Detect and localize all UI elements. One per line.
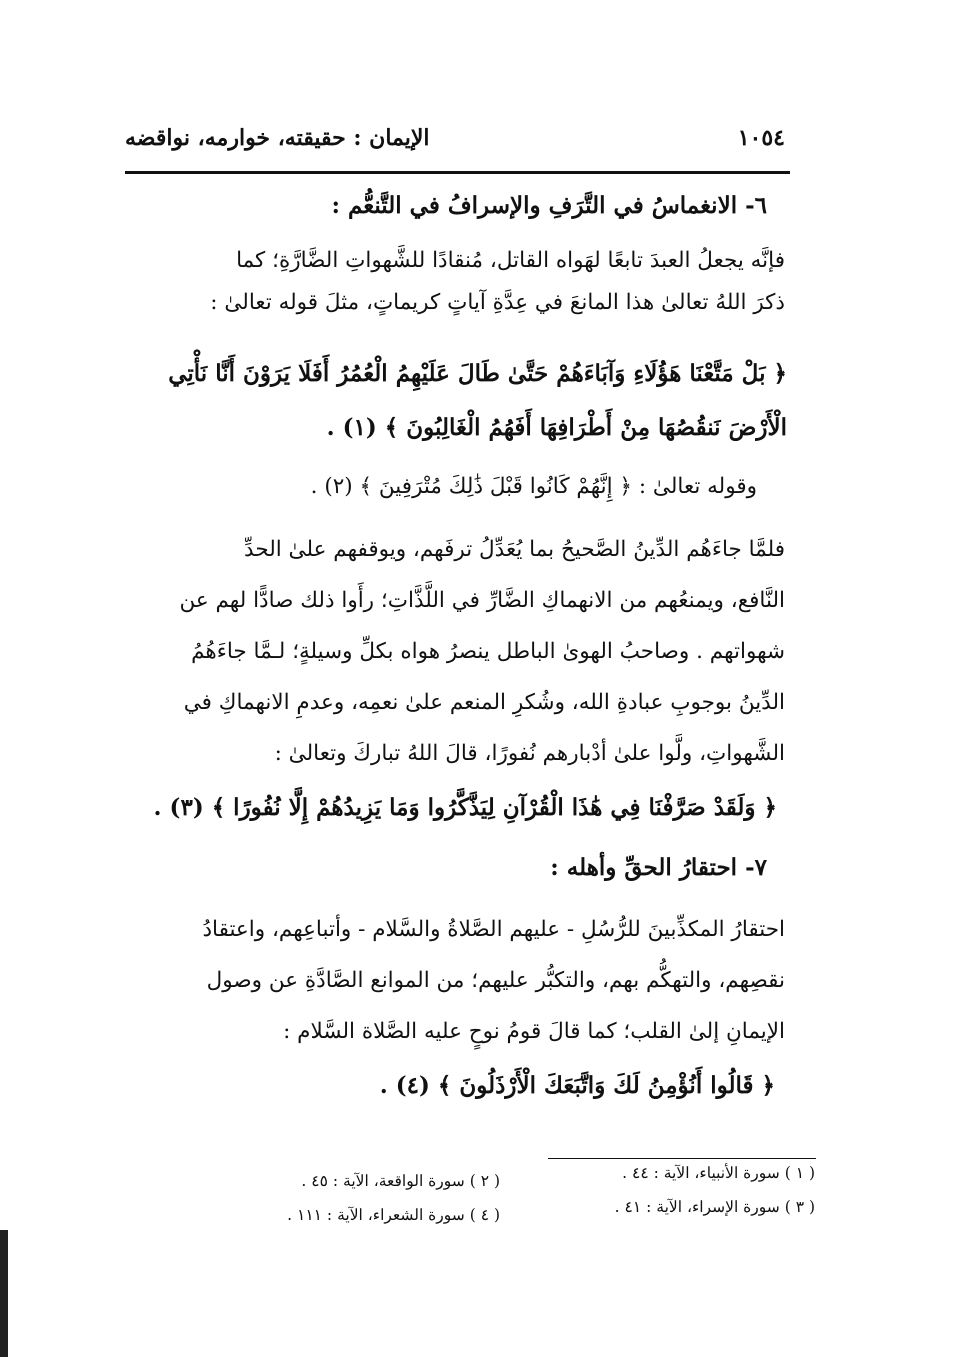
paragraph-3-line-1: فلمَّا جاءَهُم الدِّينُ الصَّحيحُ بما يُعَدِّلُ ترفَهم، ويوقفهم علىٰ الحدِّ: [244, 537, 785, 562]
verse-3: ﴿ قَالُوا أَنُؤْمِنُ لَكَ وَاتَّبَعَكَ الْأَرْذَلُونَ ﴾ (٤) .: [379, 1072, 775, 1099]
paragraph-2: وقوله تعالىٰ : ﴿ إِنَّهُمْ كَانُوا قَبْلَ ذَٰلِكَ مُتْرَفِينَ ﴾ (٢) .: [310, 474, 757, 499]
paragraph-3-line-2: النَّافع، ويمنعُهم من الانهماكِ الضَّارِّ في اللَّذَّاتِ؛ رأَوا ذلك صادًّا لهم عن: [179, 588, 785, 613]
footnote-2: ( ٢ ) سورة الواقعة، الآية : ٤٥ .: [301, 1172, 500, 1190]
page-header: [125, 115, 785, 165]
paragraph-3-line-4: الدِّينُ بوجوبِ عبادةِ الله، وشُكرِ المنعم علىٰ نعمِه، وعدمِ الانهماكِ في: [183, 690, 785, 715]
paragraph-1-line-2: ذكرَ اللهُ تعالىٰ هذا المانعَ في عِدَّةِ آياتٍ كريماتٍ، مثلَ قوله تعالىٰ :: [210, 290, 785, 315]
page-number: ١٠٥٤: [737, 125, 785, 151]
paragraph-3-line-5: الشَّهواتِ، ولَّوا علىٰ أدْبارهم نُفورًا، قالَ اللهُ تباركَ وتعالىٰ :: [274, 741, 785, 766]
paragraph-4-line-1: احتقارُ المكذِّبينَ للرُّسُلِ - عليهم الصَّلاةُ والسَّلام - وأتباعِهم، واعتقادُ: [202, 917, 785, 942]
paragraph-4-line-3: الإيمانِ إلىٰ القلب؛ كما قالَ قومُ نوحٍ عليه الصَّلاة السَّلام :: [283, 1019, 785, 1044]
running-title: الإيمان : حقيقته، خوارمه، نواقضه: [125, 125, 430, 151]
verse-1-line-1: ﴿ بَلْ مَتَّعْنَا هَؤُلَاءِ وَآبَاءَهُمْ حَتَّىٰ طَالَ عَلَيْهِمُ الْعُمُرُ أَفَلَا يَرَوْنَ أَنَّا نَأْتِي: [168, 360, 787, 387]
heading-6: ٦- الانغماسُ في التَّرَفِ والإسرافُ في التَّنعُّم :: [331, 192, 767, 219]
footnote-rule: [548, 1158, 816, 1159]
footnote-3: ( ٣ ) سورة الإسراء، الآية : ٤١ .: [614, 1198, 815, 1216]
scan-edge-shadow: [0, 1230, 8, 1357]
footnote-1: ( ١ ) سورة الأنبياء، الآية : ٤٤ .: [622, 1164, 815, 1182]
paragraph-3-line-3: شهواتهم . وصاحبُ الهوىٰ الباطل ينصرُ هواه بكلِّ وسيلةٍ؛ لـمَّا جاءَهُمُ: [191, 639, 785, 664]
paragraph-4-line-2: نقصِهم، والتهكُّم بهم، والتكبُّر عليهم؛ من الموانع الصَّادَّةِ عن وصول: [206, 968, 785, 993]
verse-1-line-2: الْأَرْضَ نَنقُصُهَا مِنْ أَطْرَافِهَا أَفَهُمُ الْغَالِبُونَ ﴾ (١) .: [326, 414, 787, 441]
header-rule: [125, 171, 790, 174]
footnote-4: ( ٤ ) سورة الشعراء، الآية : ١١١ .: [287, 1206, 500, 1224]
paragraph-1-line-1: فإنَّه يجعلُ العبدَ تابعًا لهَواه القاتل، مُنقادًا للشَّهواتِ الضَّارَّةِ؛ كما: [236, 248, 785, 273]
verse-2: ﴿ وَلَقَدْ صَرَّفْنَا فِي هَٰذَا الْقُرْآنِ لِيَذَّكَّرُوا وَمَا يَزِيدُهُمْ إِلَّا نُفُورًا ﴾ (٣) .: [153, 794, 777, 821]
heading-7: ٧- احتقارُ الحقِّ وأهله :: [550, 854, 767, 881]
